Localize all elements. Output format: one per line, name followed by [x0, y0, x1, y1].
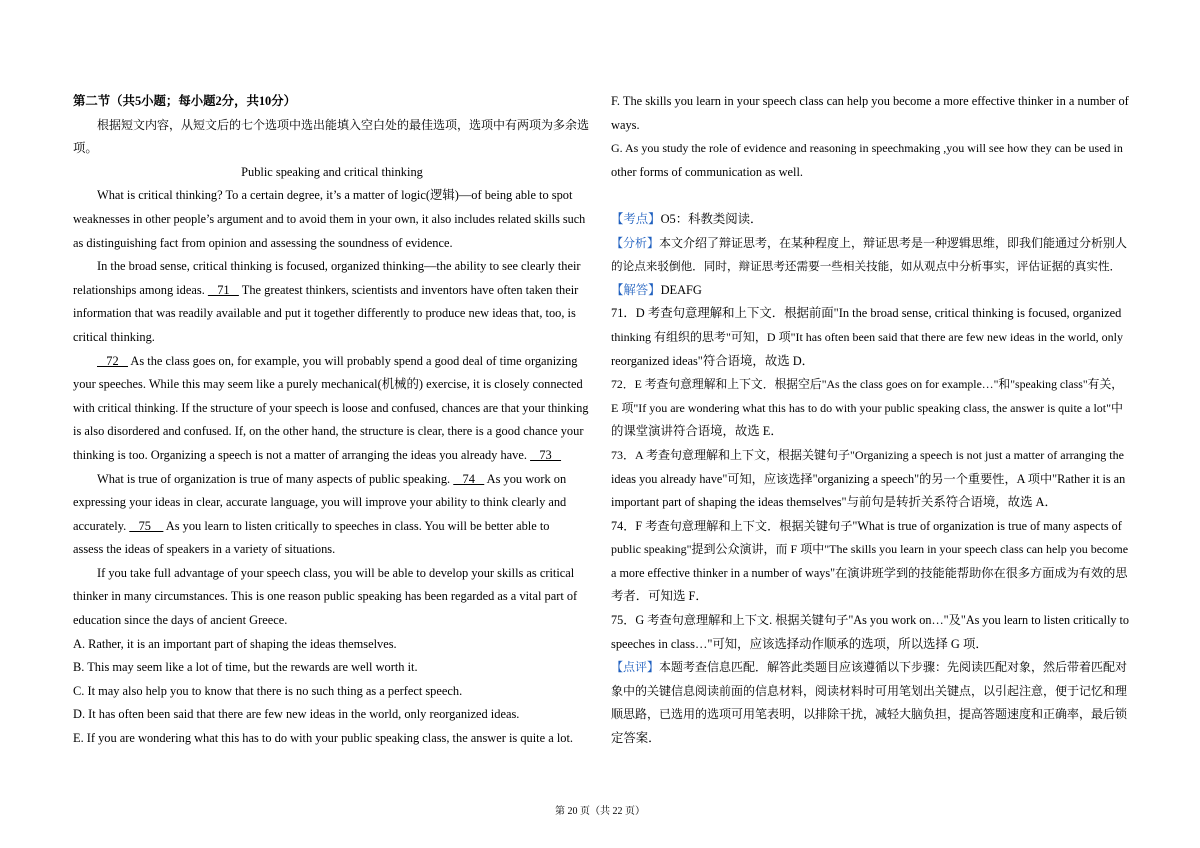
answer-line: 72．E 考查句意理解和上下文．根据空后"As the class goes on for example…"和"speaking class"有关，	[611, 377, 1124, 392]
option-f: F. The skills you learn in your speech class can help you become a more effective thinker in a number of	[611, 94, 1129, 108]
option-d: D. It has often been said that there are few new ideas in the world, only reorganized ideas.	[73, 707, 520, 722]
fenxi-tag: 【分析】	[611, 235, 660, 250]
dianping-tag: 【点评】	[611, 660, 660, 675]
dianping-line: 顺思路，已选用的选项可用笔表明，以排除干扰，减轻大脑负担，提高答题速度和正确率，最后锁	[611, 707, 1128, 722]
kaodian-tag: 【考点】	[611, 211, 661, 226]
passage-line: relationships among ideas. 71 The greatest thinkers, scientists and inventors have often taken their	[73, 282, 579, 297]
blank-74: 74	[453, 471, 485, 486]
answer-line: 73．A 考查句意理解和上下文，根据关键句子"Organizing a speech is not just a matter of arranging the	[611, 447, 1124, 462]
answer-line: ideas you already have"可知，应该选择"organizing a speech"的另一个重要性，A 项中"Rather it is an	[611, 471, 1126, 486]
passage-line: your speeches. While this may seem like a purely mechanical(机械的) exercise, it is closely connected	[73, 377, 583, 392]
instruction-line: 项。	[73, 141, 98, 156]
passage-line: thinker in many circumstances. This is one reason public speaking has been regarded as a vital part of	[73, 589, 578, 604]
right-column	[611, 90, 1128, 751]
passage-line: critical thinking.	[73, 329, 155, 344]
fenxi-line: 的论点来驳倒他．同时，辩证思考还需要一些相关技能，如从观点中分析事实，评估证据的真实性．	[611, 260, 1122, 274]
answer-line: 74．F 考查句意理解和上下文．根据关键句子"What is true of organization is true of many aspects of	[611, 518, 1122, 533]
blank-71: 71	[207, 282, 239, 297]
passage-line: In the broad sense, critical thinking is focused, organized thinking—the ability to see clearly their	[97, 259, 581, 274]
answer-line: thinking 有组织的思考"可知，D 项"It has often been said that there are few new ideas in the world, only	[611, 329, 1124, 344]
page-footer: 第 20 页（共 22 页）	[555, 806, 645, 817]
passage-line: information that was readily available and put it together differently to produce new ideas that, too, is	[73, 306, 576, 321]
option-g: G. As you study the role of evidence and reasoning in speechmaking ,you will see how they can be used in	[611, 141, 1123, 156]
passage-line: What is true of organization is true of many aspects of public speaking. 74 As you work on	[97, 471, 567, 486]
passage-line: is also disordered and confused. If, on the other hand, the structure is clear, there is a good chance your	[73, 424, 584, 439]
section-title: 第二节（共5小题；每小题2分，共10分）	[73, 94, 297, 108]
answer-line: E 项"If you are wondering what this has to do with your public speaking class, the answer is quite a lot"中	[611, 400, 1124, 415]
blank-73: 73	[530, 447, 562, 462]
answer-line: a more effective thinker in a number of ways"在演讲班学到的技能能帮助你在很多方面成为有效的思	[611, 565, 1128, 580]
option-a: A. Rather, it is an important part of shaping the ideas themselves.	[73, 636, 397, 651]
left-column	[73, 90, 591, 751]
passage-line: accurately. 75 As you learn to listen critically to speeches in class. You will be better able to	[73, 518, 550, 533]
option-e: E. If you are wondering what this has to do with your public speaking class, the answer is quite a lot.	[73, 731, 573, 746]
answer-line: speeches in class…"可知，应该选择动作顺承的选项，所以选择 G 项．	[611, 636, 988, 651]
answer-line: public speaking"提到公众演讲，而 F 项中"The skills you learn in your speech class can help you become	[611, 542, 1129, 557]
passage-line: education since the days of ancient Greece.	[73, 613, 288, 628]
passage-title: Public speaking and critical thinking	[241, 164, 423, 179]
kaodian-line: 【考点】O5：科教类阅读．	[611, 211, 763, 226]
fenxi-line: 【分析】本文介绍了辩证思考，在某种程度上，辩证思考是一种逻辑思维，即我们能通过分析别人	[611, 235, 1128, 250]
blank-75: 75	[129, 518, 164, 533]
passage-line: expressing your ideas in clear, accurate language, you will improve your ability to think clearly and	[73, 495, 567, 510]
passage-line: If you take full advantage of your speech class, you will be able to develop your skills as critical	[97, 565, 575, 580]
option-f-cont: ways.	[611, 117, 640, 132]
option-c: C. It may also help you to know that there is no such thing as a perfect speech.	[73, 683, 463, 698]
answer-line: 考者．可知选 F．	[611, 589, 708, 604]
jieda-line: 【解答】DEAFG	[611, 282, 702, 297]
passage-line: thinking is too. Organizing a speech is not a matter of arranging the ideas you already have. 73	[73, 447, 562, 462]
dianping-line: 象中的关键信息阅读前面的信息材料，阅读材料时可用笔划出关键点，以引起注意，便于记忆和理	[611, 683, 1128, 698]
instruction-line: 根据短文内容，从短文后的七个选项中选出能填入空白处的最佳选项，选项中有两项为多余选	[97, 117, 590, 132]
answer-line: 的课堂演讲符合语境，故选 E．	[611, 424, 783, 439]
blank-72: 72	[97, 353, 128, 368]
jieda-tag: 【解答】	[611, 282, 661, 297]
passage-line: 72 As the class goes on, for example, you will probably spend a good deal of time organizing	[97, 353, 578, 368]
option-g-cont: other forms of communication as well.	[611, 164, 804, 179]
option-b: B. This may seem like a lot of time, but the rewards are well worth it.	[73, 660, 418, 675]
spacer	[611, 184, 1128, 208]
passage-line: What is critical thinking? To a certain degree, it’s a matter of logic(逻辑)—of being able to spot	[97, 188, 573, 203]
answer-line: 71．D 考查句意理解和上下文．根据前面"In the broad sense, critical thinking is focused, organized	[611, 306, 1122, 321]
passage-line: with critical thinking. If the structure of your speech is loose and confused, chances are that your thinking	[73, 400, 589, 415]
passage-line: assess the ideas of speakers in a variety of situations.	[73, 542, 336, 557]
passage-line: weaknesses in other people’s argument and to avoid them in your own, it also includes related skills such	[73, 211, 586, 226]
dianping-line: 【点评】本题考查信息匹配．解答此类题目应该遵循以下步骤：先阅读匹配对象，然后带着匹配对	[611, 660, 1128, 675]
answer-line: 75．G 考查句意理解和上下文. 根据关键句子"As you work on…"及"As you learn to listen critically to	[611, 613, 1129, 628]
passage-line: as distinguishing fact from opinion and assessing the soundness of evidence.	[73, 235, 453, 250]
dianping-line: 定答案．	[611, 731, 661, 746]
answer-line: reorganized ideas"符合语境，故选 D．	[611, 353, 815, 368]
answer-line: important part of shaping the ideas themselves"与前句是转折关系符合语境，故选 A．	[611, 495, 1057, 510]
